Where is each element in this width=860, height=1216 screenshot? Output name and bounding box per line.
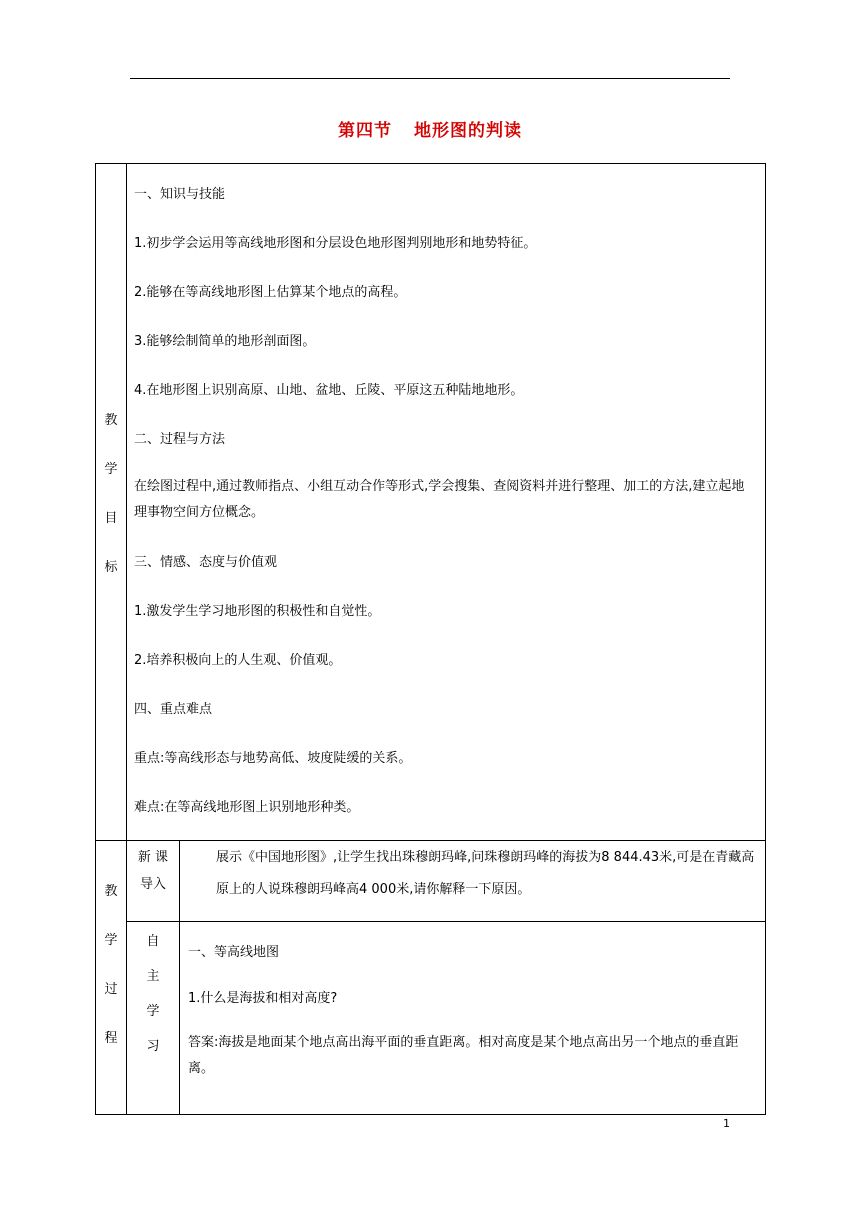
intro-label-line: 导入 — [139, 877, 166, 892]
process-label-char: 学 — [104, 933, 118, 948]
intro-label-line: 新 课 — [137, 850, 169, 865]
goal-heading: 二、过程与方法 — [134, 432, 226, 447]
self-study-label-char: 主 — [146, 969, 160, 984]
goal-key-point: 重点:等高线形态与地势高低、坡度陡缓的关系。 — [134, 751, 412, 766]
lesson-plan-table — [95, 163, 766, 1115]
page-title — [0, 116, 860, 141]
process-label-char: 教 — [104, 884, 118, 899]
self-study-label-char: 习 — [146, 1039, 160, 1054]
teaching-goals-row — [96, 164, 766, 841]
section-number: 第四节 — [338, 121, 392, 141]
goal-heading: 三、情感、态度与价值观 — [134, 555, 278, 570]
goal-item: 2.培养积极向上的人生观、价值观。 — [134, 653, 342, 668]
goals-label-char: 学 — [104, 462, 118, 477]
self-study-answer: 答案:海拔是地面某个地点高出海平面的垂直距离。相对高度是某个地点高出另一个地点的垂直距离。 — [188, 1035, 739, 1076]
goal-item: 在绘图过程中,通过教师指点、小组互动合作等形式,学会搜集、查阅资料并进行整理、加工的方法,建立起地理事物空间方位概念。 — [134, 479, 745, 520]
goal-item: 1.初步学会运用等高线地形图和分层设色地形图判别地形和地势特征。 — [134, 236, 537, 251]
header-rule — [130, 78, 730, 79]
self-study-heading: 一、等高线地图 — [188, 945, 280, 960]
intro-text: 展示《中国地形图》,让学生找出珠穆朗玛峰,问珠穆朗玛峰的海拔为8 844.43米,可是在青藏高原上的人说珠穆朗玛峰高4 000米,请你解释一下原因。 — [216, 850, 755, 897]
self-study-row — [96, 922, 766, 1115]
self-study-label-char: 自 — [146, 934, 160, 949]
goals-label-char: 目 — [104, 511, 118, 526]
goals-label-char: 教 — [104, 413, 118, 428]
goal-heading: 四、重点难点 — [134, 702, 213, 717]
goal-heading: 一、知识与技能 — [134, 187, 226, 202]
teaching-process-label — [96, 841, 127, 1115]
new-lesson-intro-content — [180, 841, 766, 922]
self-study-question: 1.什么是海拔和相对高度? — [188, 991, 338, 1006]
teaching-goals-content — [127, 164, 766, 841]
goals-label-char: 标 — [104, 560, 118, 575]
page-number: 1 — [723, 1117, 730, 1130]
process-label-char: 程 — [104, 1031, 118, 1046]
goal-item: 1.激发学生学习地形图的积极性和自觉性。 — [134, 604, 381, 619]
section-title: 地形图的判读 — [414, 121, 522, 141]
goal-item: 2.能够在等高线地形图上估算某个地点的高程。 — [134, 285, 407, 300]
new-lesson-intro-row — [96, 841, 766, 922]
new-lesson-intro-label — [127, 841, 180, 922]
self-study-label-char: 学 — [146, 1004, 160, 1019]
goal-item: 3.能够绘制简单的地形剖面图。 — [134, 334, 316, 349]
self-study-content — [180, 922, 766, 1115]
teaching-goals-label — [96, 164, 127, 841]
goal-difficult-point: 难点:在等高线地形图上识别地形种类。 — [134, 800, 360, 815]
goal-item: 4.在地形图上识别高原、山地、盆地、丘陵、平原这五种陆地地形。 — [134, 383, 524, 398]
process-label-char: 过 — [104, 982, 118, 997]
self-study-label — [127, 922, 180, 1115]
